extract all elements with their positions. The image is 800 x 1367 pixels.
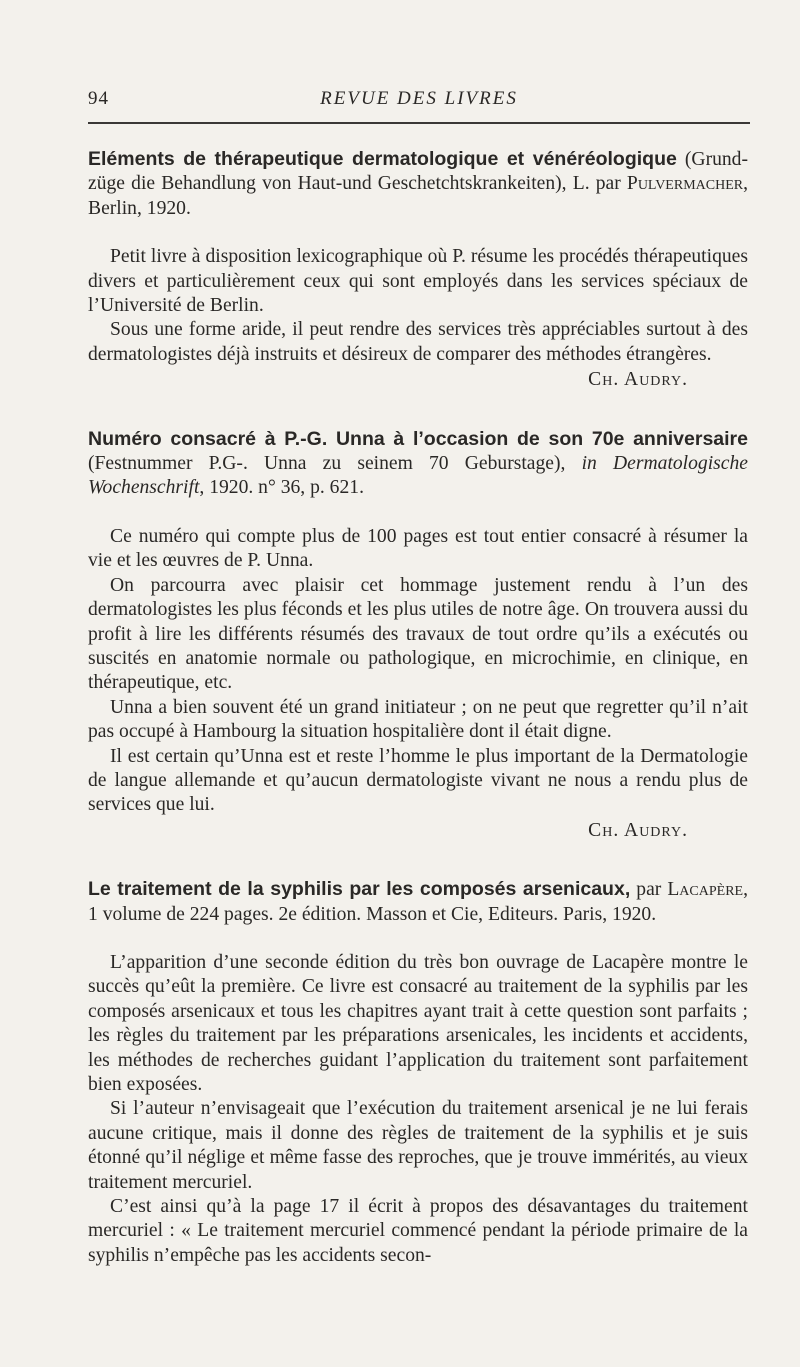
page-header — [88, 88, 750, 118]
review-paragraph: C’est ainsi qu’à la page 17 il écrit à propos des désavantages du traitement mercuriel : « Le traitement mercuriel commencé pendant la période primaire de la syphilis n’empêche pas les accidents secon- — [88, 1196, 748, 1266]
review-paragraph: Ce numéro qui compte plus de 100 pages est tout entier consacré à résumer la vie et les œuvres de P. Unna. — [88, 525, 748, 572]
journal-name: in Dermatologische Wochenschrift — [88, 453, 748, 499]
review-paragraph: Unna a bien souvent été un grand initiateur ; on ne peut que regretter qu’il n’ait pas occupé à Hambourg la situation hospitalière dont il était digne. — [88, 696, 748, 743]
author-name: Pulvermacher — [626, 173, 744, 195]
review-heading — [88, 147, 748, 221]
biblio-text: (Grund-züge die Behandlung von Haut-und Geschetchtskrankeiten), L. par — [88, 149, 749, 195]
review-entry-2 — [88, 427, 748, 844]
review-list — [88, 147, 748, 1268]
reviewer-signature: Ch. Audry. — [588, 369, 688, 391]
book-title: Eléments de thérapeutique dermatologique et vénéréologique — [88, 148, 677, 170]
review-paragraph: Sous une forme aride, il peut rendre des services très appréciables surtout à des dermatologistes déjà instruits et désireux de comparer des méthodes étrangères. — [88, 319, 748, 365]
author-name: Lacapère — [667, 879, 744, 901]
biblio-text: , 1920. n° 36, p. 621. — [199, 477, 364, 499]
review-paragraph: L’apparition d’une seconde édition du très bon ouvrage de Lacapère montre le succès qu’eût la première. Ce livre est consacré au traitement de la syphilis par les composés arsenicaux et tous les chapitres ayant trait à cette question sont parfaits ; les règles du traitement par les préparations arsenicales, les incidents et accidents, les méthodes de recherches guidant l’application du traitement sont parfaitement bien exposées. — [88, 951, 748, 1095]
header-rule — [88, 122, 750, 124]
book-title: Numéro consacré à P.-G. Unna à l’occasion de son 70e anniversaire — [88, 427, 748, 450]
page-number: 94 — [88, 88, 109, 109]
biblio-text: , Berlin, 1920. — [88, 173, 748, 219]
review-heading — [88, 427, 748, 501]
review-paragraph: Petit livre à disposition lexicographique où P. résume les procédés thérapeutiques divers et particulièrement ceux qui sont employés dans les services spéciaux de l’Université de Berlin. — [88, 246, 748, 317]
review-entry-3 — [88, 877, 748, 1268]
review-paragraph: On parcourra avec plaisir cet hommage justement rendu à l’un des dermatologistes les plus féconds et les plus utiles de notre âge. On trouvera aussi du profit à lire les différents résumés des travaux de tout ordre qu’ils a exécutés ou suscités en anatomie normale ou pathologique, en microchimie, en clinique, en thérapeutique, etc. — [88, 574, 748, 694]
review-heading — [88, 877, 748, 927]
review-paragraph: Si l’auteur n’envisageait que l’exécution du traitement arsenical je ne lui ferais aucune critique, mais il donne des règles de traitement de la syphilis et je suis étonné qu’il néglige et même fasse des reproches, que je trouve immérités, au vieux traitement mercuriel. — [88, 1098, 748, 1193]
biblio-text: (Festnummer P.G-. Unna zu seinem 70 Geburstage), — [88, 453, 582, 475]
review-paragraph: Il est certain qu’Unna est et reste l’homme le plus important de la Dermatologie de langue allemande et qu’aucun dermatologiste vivant ne nous a rendu plus de services que lui. — [88, 745, 748, 816]
biblio-text: par — [630, 879, 668, 901]
running-title: REVUE DES LIVRES — [320, 88, 518, 109]
book-title: Le traitement de la syphilis par les composés arsenicaux, — [88, 878, 631, 901]
review-entry-1 — [88, 147, 748, 393]
reviewer-signature: Ch. Audry. — [588, 819, 688, 841]
biblio-text: , 1 volume de 224 pages. 2e édition. Masson et Cie, Editeurs. Paris, 1920. — [88, 879, 748, 925]
